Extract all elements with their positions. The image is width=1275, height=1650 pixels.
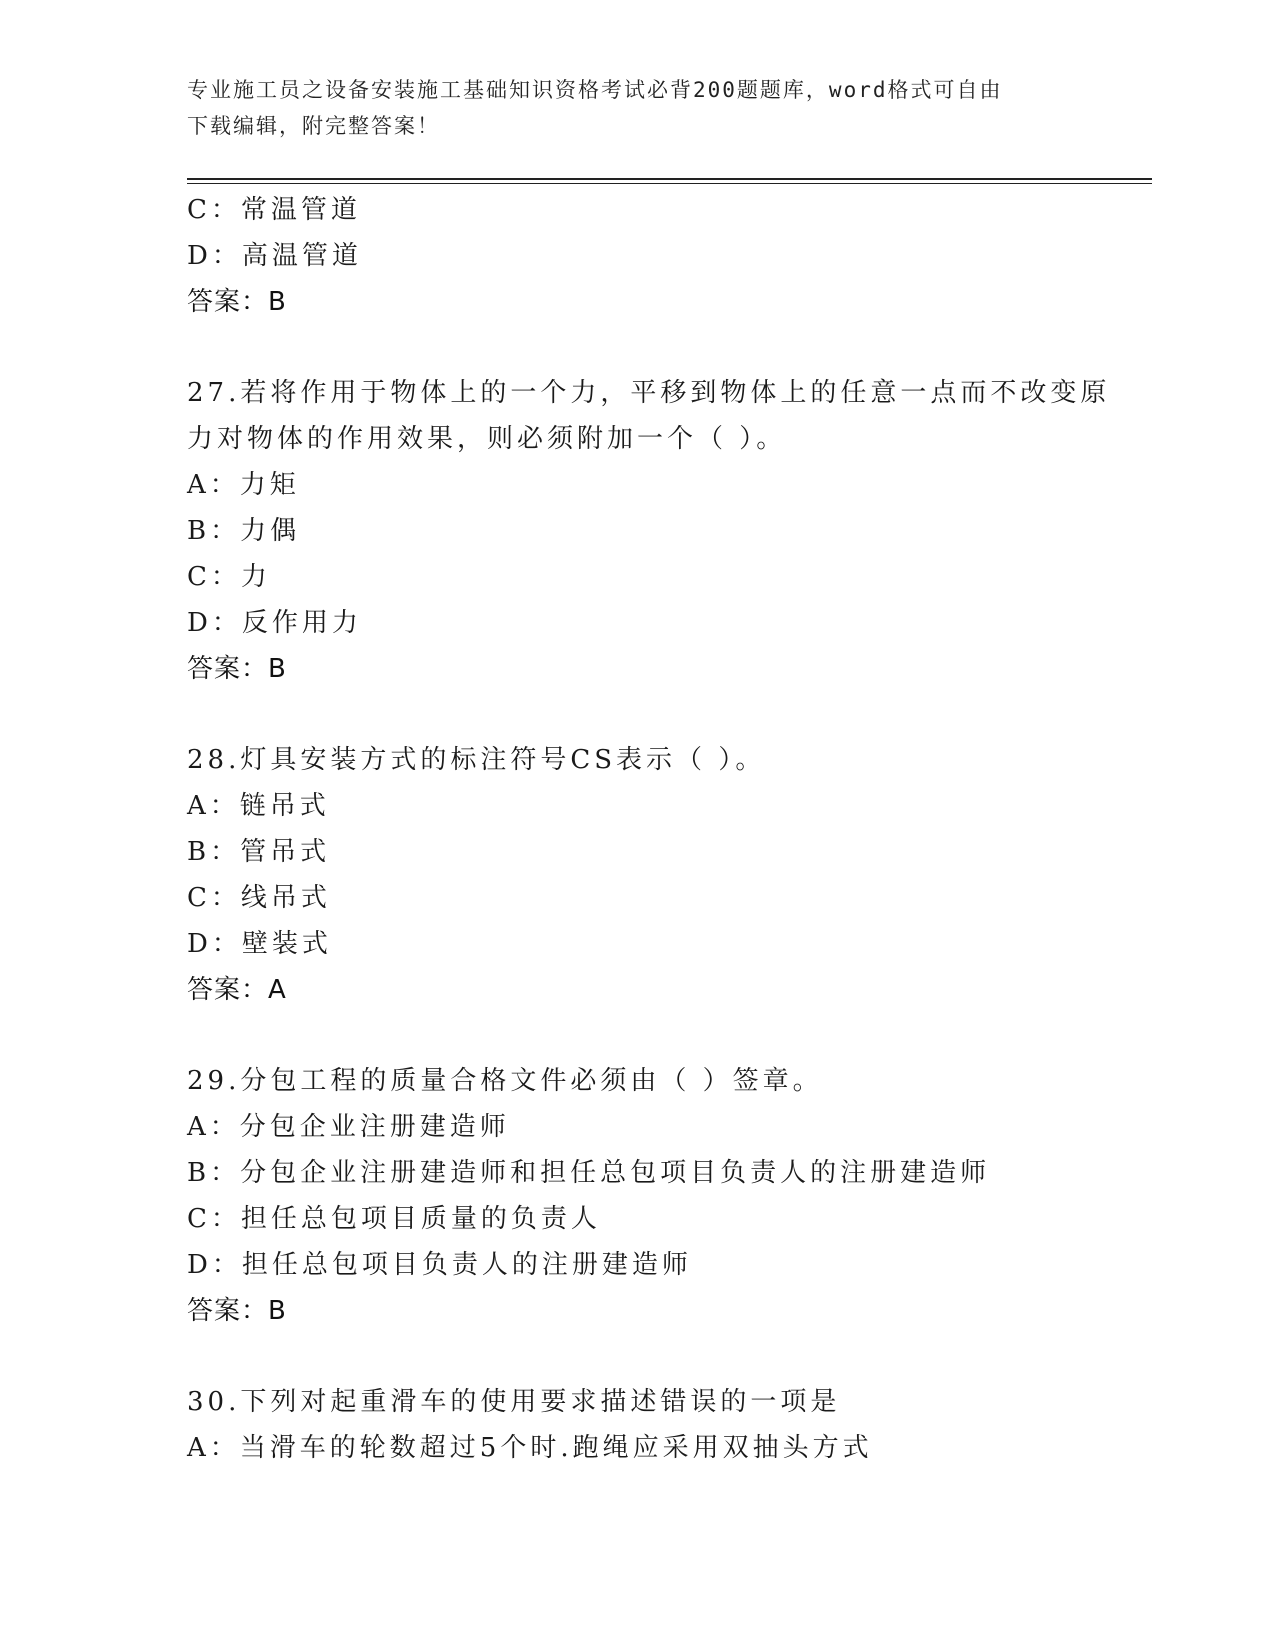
option-c: C：力 [187,562,271,592]
option-d: D：高温管道 [187,241,362,271]
option-a: A：力矩 [187,470,300,500]
option-d: D：担任总包项目负责人的注册建造师 [187,1250,692,1280]
question-block [187,370,1152,692]
question-block [187,1058,1152,1334]
question-stem: 27.若将作用于物体上的一个力，平移到物体上的任意一点而不改变原 [187,378,1111,408]
page-header [187,72,1067,144]
option-b: B：管吊式 [187,837,331,867]
question-block [187,737,1152,1013]
question-block [187,187,1152,325]
option-d: D：反作用力 [187,608,362,638]
header-divider [187,178,1152,180]
header-line: 下载编辑，附完整答案！ [187,114,440,138]
answer-line: 答案：B [187,654,287,684]
option-c: C：担任总包项目质量的负责人 [187,1204,601,1234]
question-block [187,1379,1152,1471]
option-c: C：线吊式 [187,883,331,913]
option-c: C：常温管道 [187,195,361,225]
question-stem: 30.下列对起重滑车的使用要求描述错误的一项是 [187,1387,841,1417]
option-a: A：链吊式 [187,791,330,821]
option-b: B：力偶 [187,516,301,546]
header-divider-thin [187,183,1152,184]
question-list [187,187,1152,1471]
answer-line: 答案：B [187,287,287,317]
answer-line: 答案：B [187,1296,287,1326]
question-stem: 29.分包工程的质量合格文件必须由（ ）签章。 [187,1066,823,1096]
option-a: A：当滑车的轮数超过5个时.跑绳应采用双抽头方式 [187,1433,873,1463]
header-line: 专业施工员之设备安装施工基础知识资格考试必背200题题库，word格式可自由 [187,78,1003,102]
option-b: B：分包企业注册建造师和担任总包项目负责人的注册建造师 [187,1158,991,1188]
question-stem: 力对物体的作用效果，则必须附加一个（ ）。 [187,424,787,454]
option-d: D：壁装式 [187,929,332,959]
option-a: A：分包企业注册建造师 [187,1112,510,1142]
answer-line: 答案：A [187,975,287,1005]
question-stem: 28.灯具安装方式的标注符号CS表示（ ）。 [187,745,766,775]
